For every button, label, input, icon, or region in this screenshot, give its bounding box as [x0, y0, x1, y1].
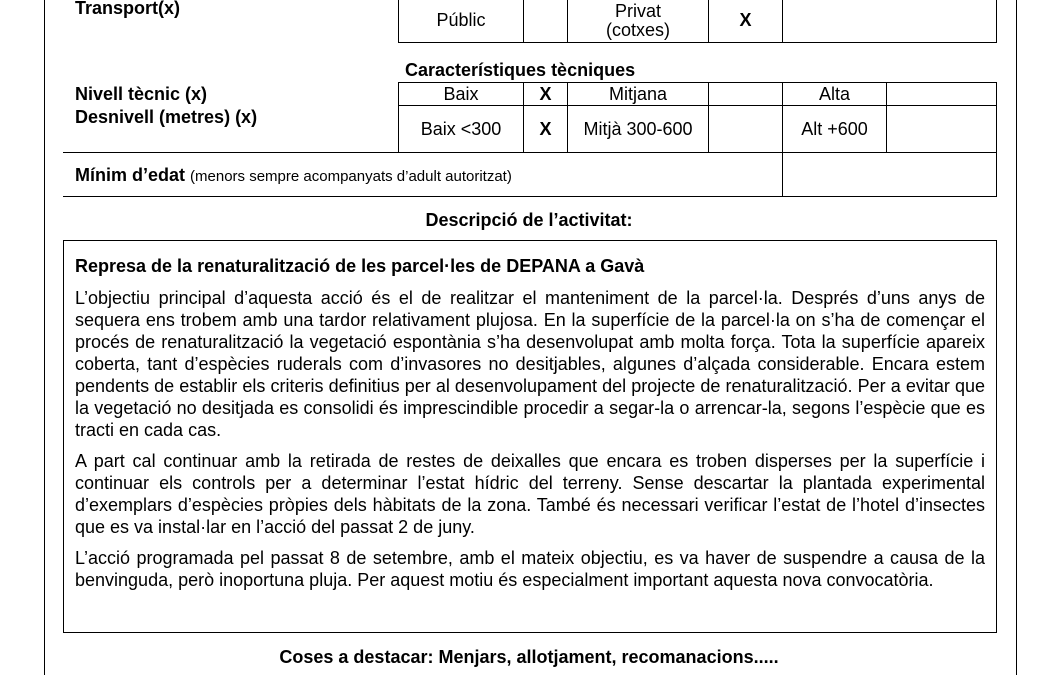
private-transport-option	[568, 0, 708, 43]
activity-title: Represa de la renaturalització de les parcel·les de DEPANA a Gavà	[75, 256, 645, 276]
drop-option-low: Baix <300	[420, 118, 502, 139]
page-right-border	[1016, 0, 1017, 675]
private-transport-line1: Privat	[614, 0, 661, 21]
age-divider	[782, 152, 783, 197]
level-mark: X	[539, 83, 552, 104]
age-label-group	[75, 165, 512, 186]
technical-divider	[886, 82, 887, 153]
level-option-medium: Mitjana	[608, 83, 668, 104]
level-option-low: Baix	[443, 83, 479, 104]
level-option-high: Alta	[818, 83, 851, 104]
technical-level-label: Nivell tècnic (x)	[75, 84, 208, 104]
description-box	[63, 240, 997, 633]
age-note: (menors sempre acompanyats d’adult autoritzat)	[190, 168, 512, 185]
age-label: Mínim d’edat	[75, 165, 186, 185]
technical-divider	[708, 82, 709, 153]
private-transport-mark: X	[739, 10, 752, 30]
page-left-border	[44, 0, 45, 675]
description-heading: Descripció de l’activitat:	[425, 210, 633, 230]
technical-heading: Característiques tècniques	[405, 60, 636, 80]
drop-label: Desnivell (metres) (x)	[75, 107, 258, 127]
highlights-heading: Coses a destacar: Menjars, allotjament, recomanacions.....	[279, 647, 779, 667]
private-transport-line2: (cotxes)	[605, 19, 670, 40]
public-transport-option: Públic	[436, 10, 486, 30]
transport-divider	[782, 0, 783, 43]
description-paragraph-2: A part cal continuar amb la retirada de restes de deixalles que encara es troben disperses per la superfície i continuar els controls per a determinar l’estat hídric del terreny. Sense descartar la plantada experimental d’exemplars d’espècies pròpies dels hàbitats de la zona. També és necessari verificar l’estat de l’hotel d’insectes que es va instal·lar en l’acció del passat 2 de juny.	[75, 451, 985, 537]
description-paragraph-1: L’objectiu principal d’aquesta acció és el de realitzar el manteniment de la parcel·la. Després d’uns anys de sequera ens trobem amb una tardor relativament plujosa. En la superfície de la parcel·la on s’ha de començar el procés de renaturalització la vegetació espontània s’ha desenvolupat amb molta força. Tota la superfície apareix coberta, tant d’espècies ruderals com d’invasores no desitjables, algunes d’alçada considerable. Encara estem pendents de establir els criteris definitius per al desenvolupament del projecte de renaturalització. Per a evitar que la vegetació no desitjada es consolidi és imprescindible procedir a segar-la o arrencar-la, segons l’espècie que es tracti en cada cas.	[75, 288, 985, 440]
transport-label: Transport(x)	[75, 0, 181, 18]
drop-mark: X	[539, 118, 552, 139]
drop-option-high: Alt +600	[801, 118, 868, 139]
transport-divider	[523, 0, 524, 43]
drop-option-medium: Mitjà 300-600	[583, 118, 693, 139]
description-paragraph-3: L’acció programada pel passat 8 de setembre, amb el mateix objectiu, es va haver de suspendre a causa de la benvinguda, però inoportuna pluja. Per aquest motiu és especialment important aquesta nova convocatòria.	[75, 548, 985, 590]
